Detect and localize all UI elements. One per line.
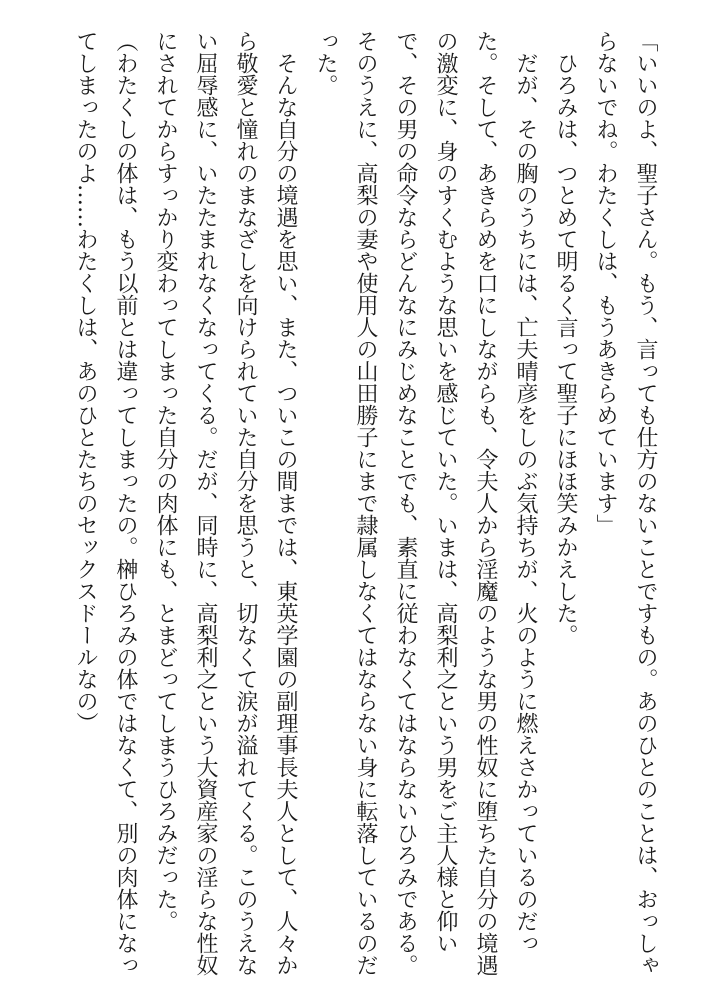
paragraph-3: そんな自分の境遇を思い、また、ついこの間までは、東英学園の副理事長夫人として、人々から敬愛と憧れのまなざしを向けられていた自分を思うと、切なくて涙が溢れてくる。このうえない屈辱感に、いたたまれなくなってくる。だが、同時に、高梨利之という大資産家の淫らな性奴にされてからすっかり変わってしまった自分の肉体にも、とまどってしまうひろみだった。	[153, 30, 298, 976]
vertical-text-page	[35, 30, 665, 980]
paragraph-1: ひろみは、つとめて明るく言って聖子にほほ笑みかえした。	[553, 52, 578, 646]
paragraph-inner-thought: （わたくしの体は、もう以前とは違ってしまったの。榊ひろみの体ではなくて、別の肉体になってしまったのよ……わたくしは、あのひとたちのセックスドールなの）	[73, 30, 138, 976]
paragraph-dialogue-1: 「いいのよ、聖子さん。もう、言っても仕方のないことですもの。あのひとのことは、おっしゃらないでね。わたくしは、もうあきらめています」	[593, 30, 658, 976]
paragraph-2: だが、その胸のうちには、亡夫晴彦をしのぶ気持ちが、火のように燃えさかっているのだった。そして、あきらめを口にしながらも、令夫人から淫魔のような男の性奴に堕ちた自分の境遇の激変に、身のすくむような思いを感じていた。いまは、高梨利之という男をご主人様と仰いで、その男の命令ならどんなにみじめなことでも、素直に従わなくてはならないひろみである。そのうえに、高梨の妻や使用人の山田勝子にまで隷属しなくてはならない身に転落しているのだった。	[313, 30, 538, 976]
